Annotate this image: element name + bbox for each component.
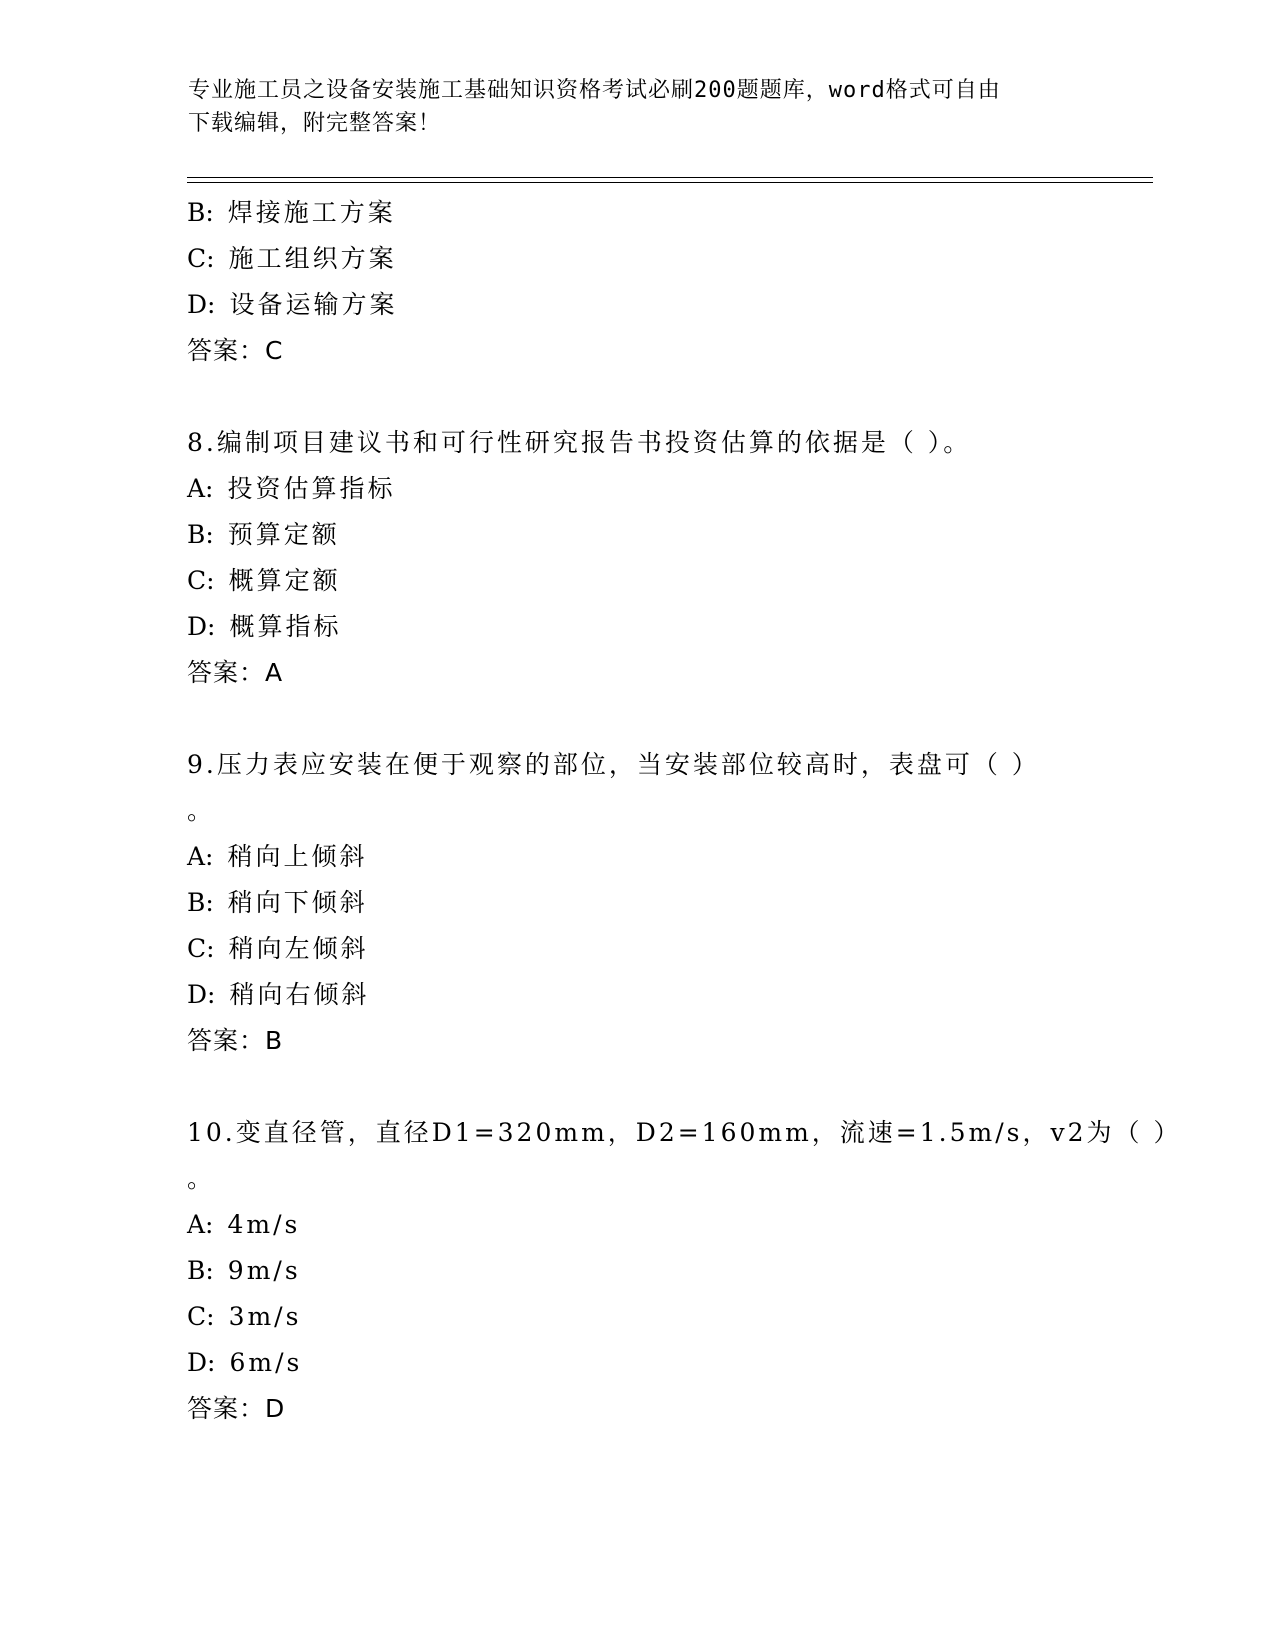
option-row (187, 1340, 1087, 1386)
spacer (187, 1064, 1087, 1110)
question-7-options (187, 190, 1087, 374)
option-letter: A: (187, 474, 214, 503)
option-text: 稍向左倾斜 (228, 934, 369, 963)
option-row (187, 1202, 1087, 1248)
question-8 (187, 420, 1087, 696)
option-letter: D: (187, 290, 216, 319)
question-list (187, 190, 1182, 1432)
header-title-line-2: 下载编辑，附完整答案！ (188, 111, 442, 136)
option-text: 稍向上倾斜 (227, 842, 368, 871)
question-10 (187, 1110, 1182, 1432)
option-text: 投资估算指标 (227, 474, 396, 503)
option-letter: A: (187, 842, 214, 871)
option-row (187, 926, 1087, 972)
option-row (187, 466, 1087, 512)
header-rule-top (187, 177, 1153, 178)
answer-line: 答案：D (187, 1394, 286, 1423)
question-stem-continuation: 。 (187, 1164, 216, 1193)
option-letter: A: (187, 1210, 214, 1239)
option-letter: D: (187, 1348, 216, 1377)
option-letter: B: (187, 888, 214, 917)
option-text: 概算定额 (228, 566, 341, 595)
document-header (188, 74, 1068, 140)
answer-line: 答案：A (187, 658, 284, 687)
option-letter: D: (187, 980, 216, 1009)
answer-line: 答案：B (187, 1026, 284, 1055)
option-letter: C: (187, 244, 215, 273)
header-title-line-1: 专业施工员之设备安装施工基础知识资格考试必刷200题题库，word格式可自由 (188, 78, 1001, 103)
question-stem: 9.压力表应安装在便于观察的部位，当安装部位较高时，表盘可（ ） (187, 750, 1040, 779)
option-row (187, 604, 1087, 650)
header-rule-bottom (187, 182, 1153, 183)
option-letter: C: (187, 1302, 215, 1331)
option-row (187, 834, 1087, 880)
option-text: 概算指标 (229, 612, 342, 641)
option-letter: D: (187, 612, 216, 641)
question-stem: 10.变直径管，直径D1=320mm，D2=160mm，流速=1.5m/s，v2为（ ） (187, 1118, 1182, 1147)
question-stem-continuation: 。 (187, 796, 216, 825)
option-row (187, 1248, 1087, 1294)
option-text: 4m/s (227, 1210, 301, 1239)
spacer (187, 374, 1087, 420)
option-row (187, 1294, 1087, 1340)
option-text: 稍向下倾斜 (227, 888, 368, 917)
option-text: 9m/s (227, 1256, 301, 1285)
option-letter: B: (187, 198, 214, 227)
option-text: 6m/s (229, 1348, 303, 1377)
question-stem: 8.编制项目建议书和可行性研究报告书投资估算的依据是（ ）。 (187, 428, 972, 457)
option-text: 焊接施工方案 (227, 198, 396, 227)
option-text: 设备运输方案 (229, 290, 398, 319)
option-row (187, 880, 1087, 926)
question-9 (187, 742, 1087, 1064)
option-text: 3m/s (228, 1302, 302, 1331)
option-text: 预算定额 (227, 520, 340, 549)
option-row (187, 972, 1087, 1018)
option-row (187, 282, 1087, 328)
answer-line: 答案：C (187, 336, 284, 365)
spacer (187, 696, 1087, 742)
option-row (187, 190, 1087, 236)
option-row (187, 558, 1087, 604)
option-row (187, 236, 1087, 282)
option-letter: C: (187, 934, 215, 963)
option-letter: C: (187, 566, 215, 595)
option-text: 施工组织方案 (228, 244, 397, 273)
option-letter: B: (187, 1256, 214, 1285)
option-row (187, 512, 1087, 558)
option-text: 稍向右倾斜 (229, 980, 370, 1009)
option-letter: B: (187, 520, 214, 549)
